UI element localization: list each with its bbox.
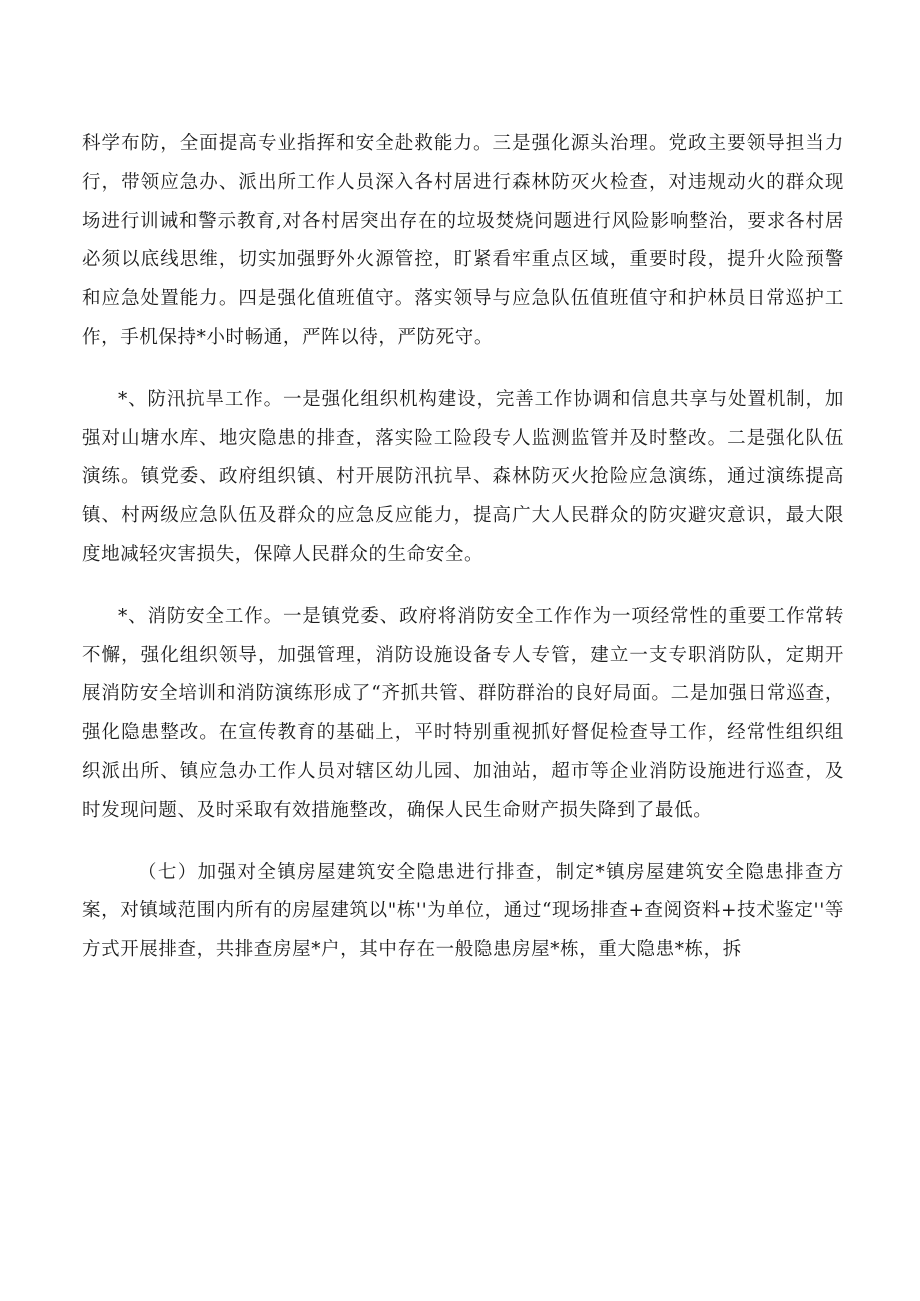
- paragraph-fire-safety: *、消防安全工作。一是镇党委、政府将消防安全工作作为一项经常性的重要工作常转不懈，强化组织领导，加强管理，消防设施设备专人专管，建立一支专职消防队，定期开展消防安全培训和消防演练形成了“齐抓共管、群防群治的良好局面。二是加强日常巡查，强化隐患整改。在宣传教育的基础上，平时特别重视抓好督促检查导工作，经常性组织组织派出所、镇应急办工作人员对辖区幼儿园、加油站，超市等企业消防设施进行巡查，及时发现问题、及时采取有效措施整改，确保人民生命财产损失降到了最低。: [82, 605, 844, 821]
- paragraph-flood-drought: *、防汛抗旱工作。一是强化组织机构建设，完善工作协调和信息共享与处置机制，加强对山塘水库、地灾隐患的排查，落实险工险段专人监测监管并及时整改。二是强化队伍演练。镇党委、政府组织镇、村开展防汛抗旱、森林防灭火抢险应急演练，通过演练提高镇、村两级应急队伍及群众的应急反应能力，提高广大人民群众的防灾避灾意识，最大限度地减轻灾害损失，保障人民群众的生命安全。: [82, 388, 844, 565]
- paragraph-forest-fire-continued: 科学布防，全面提高专业指挥和安全赴救能力。三是强化源头治理。党政主要领导担当力行，带领应急办、派出所工作人员深入各村居进行森林防灭火检查，对违规动火的群众现场进行训诫和警示教育,对各村居突出存在的垃圾焚烧问题进行风险影响整治，要求各村居必须以底线思维，切实加强野外火源管控，盯紧看牢重点区域，重要时段，提升火险预警和应急处置能力。四是强化值班值守。落实领导与应急队伍值班值守和护林员日常巡护工作，手机保持*小时畅通，严阵以待，严防死守。: [82, 133, 844, 348]
- document-body: [82, 125, 844, 970]
- paragraph-housing-inspection: （七）加强对全镇房屋建筑安全隐患进行排查，制定*镇房屋建筑安全隐患排查方案，对镇域范围内所有的房屋建筑以"栋''为单位，通过“现场排查+查阅资料+技术鉴定''等方式开展排查，共排查房屋*户，其中存在一般隐患房屋*栋，重大隐患*栋，拆: [82, 861, 844, 961]
